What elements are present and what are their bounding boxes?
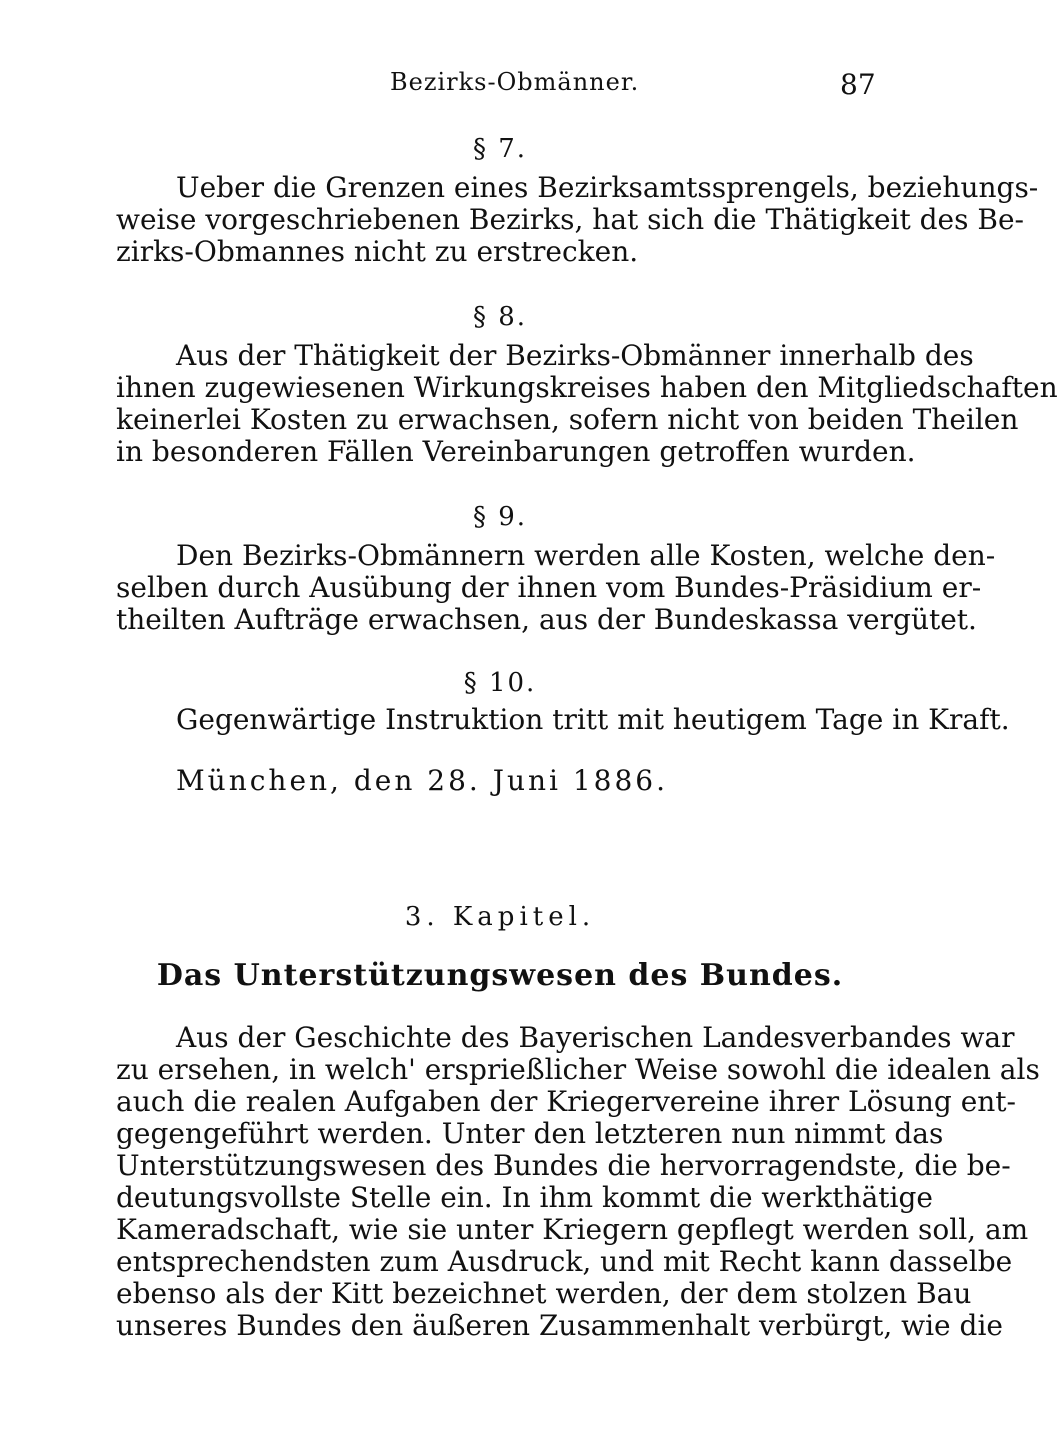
paragraph-line: ebenso als der Kitt bezeichnet werden, der dem stolzen Bau (116, 1277, 972, 1310)
paragraph-line: auch die realen Aufgaben der Kriegervereine ihrer Lösung ent- (116, 1085, 1017, 1118)
section-7-paragraph (116, 171, 1039, 268)
paragraph-line: Kameradschaft, wie sie unter Kriegern gepflegt werden soll, am (116, 1213, 1029, 1246)
paragraph-line: Gegenwärtige Instruktion tritt mit heutigem Tage in Kraft. (176, 703, 1010, 736)
section-heading-10: § 10. (463, 668, 537, 698)
section-10-paragraph (116, 703, 1010, 736)
paragraph-line: ihnen zugewiesenen Wirkungskreises haben den Mitgliedschaften (116, 371, 1058, 404)
section-heading-9: § 9. (472, 502, 528, 532)
chapter-number: 3. Kapitel. (404, 902, 596, 932)
paragraph-line: gegengeführt werden. Unter den letzteren nun nimmt das (116, 1117, 944, 1150)
paragraph-line: unseres Bundes den äußeren Zusammenhalt verbürgt, wie die (116, 1309, 1003, 1342)
paragraph-line: Aus der Geschichte des Bayerischen Landesverbandes war (176, 1021, 1015, 1054)
paragraph-line: deutungsvollste Stelle ein. In ihm kommt die werkthätige (116, 1181, 933, 1214)
running-title: Bezirks-Obmänner. (390, 68, 640, 96)
paragraph-line: theilten Aufträge erwachsen, aus der Bundeskassa vergütet. (116, 603, 977, 636)
paragraph-line: in besonderen Fällen Vereinbarungen getroffen wurden. (116, 435, 916, 468)
paragraph-line: keinerlei Kosten zu erwachsen, sofern nicht von beiden Theilen (116, 403, 1019, 436)
paragraph-line: selben durch Ausübung der ihnen vom Bundes-Präsidium er- (116, 571, 982, 604)
page-number: 87 (840, 68, 876, 101)
paragraph-line: Den Bezirks-Obmännern werden alle Kosten, welche den- (176, 539, 996, 572)
section-heading-8: § 8. (472, 302, 528, 332)
paragraph-line: weise vorgeschriebenen Bezirks, hat sich die Thätigkeit des Be- (116, 203, 1025, 236)
paragraph-line: Unterstützungswesen des Bundes die hervorragendste, die be- (116, 1149, 1011, 1182)
paragraph-line: Aus der Thätigkeit der Bezirks-Obmänner innerhalb des (176, 339, 974, 372)
paragraph-line: Ueber die Grenzen eines Bezirksamtssprengels, beziehungs- (176, 171, 1039, 204)
section-8-paragraph (116, 339, 1058, 468)
chapter-title: Das Unterstützungswesen des Bundes. (156, 958, 844, 993)
section-9-paragraph (116, 539, 996, 636)
paragraph-line: zirks-Obmannes nicht zu erstrecken. (116, 235, 639, 268)
body-paragraph (116, 1021, 1040, 1342)
paragraph-line: entsprechendsten zum Ausdruck, und mit Recht kann dasselbe (116, 1245, 1013, 1278)
date-line: München, den 28. Juni 1886. (176, 764, 669, 797)
running-header (0, 62, 1000, 102)
section-heading-7: § 7. (472, 134, 528, 164)
paragraph-line: zu ersehen, in welch' ersprießlicher Weise sowohl die idealen als (116, 1053, 1040, 1086)
